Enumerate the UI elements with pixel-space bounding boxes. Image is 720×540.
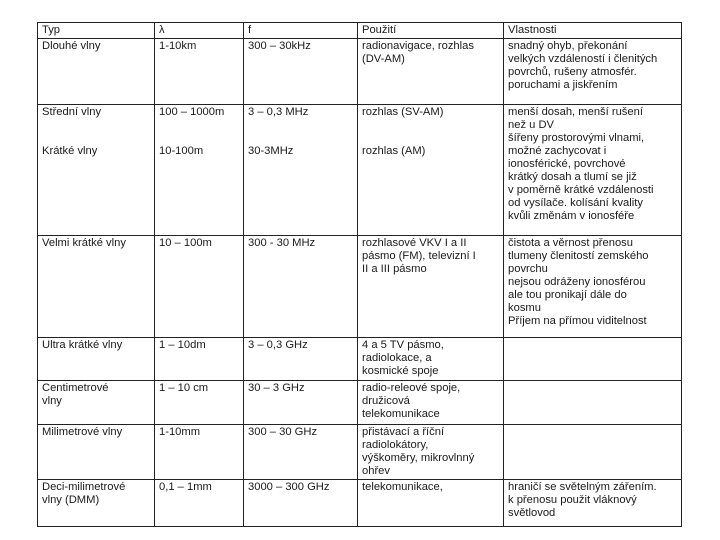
- header-frequency: f: [244, 23, 358, 39]
- cell-line: Dlouhé vlny: [42, 40, 101, 52]
- cell-line: výškoměry, mikrovlnný: [362, 452, 475, 464]
- cell-line: 100 – 1000m: [159, 106, 225, 118]
- usage-cell: [358, 338, 504, 381]
- type-cell: [38, 338, 155, 381]
- properties-cell: [504, 338, 682, 381]
- cell-line: 1-10km: [159, 40, 197, 52]
- header-lambda: λ: [155, 23, 244, 39]
- usage-cell: [358, 381, 504, 425]
- cell-line: kvůli změnám v ionosféře: [508, 210, 635, 222]
- cell-line: 4 a 5 TV pásmo,: [362, 339, 444, 351]
- cell-line: od vysílače. kolísání kvality: [508, 197, 643, 209]
- frequency-cell: [244, 39, 358, 105]
- cell-line: ionosférické, povrchové: [508, 158, 626, 170]
- usage-cell: [358, 39, 504, 105]
- wavelength-cell: [155, 480, 244, 527]
- cell-line: ohřev: [362, 465, 390, 477]
- properties-cell: [504, 236, 682, 338]
- wavelength-cell: [155, 338, 244, 381]
- cell-line: velkých vzdáleností i členitých: [508, 53, 658, 65]
- cell-line: menší dosah, menší rušení: [508, 106, 643, 118]
- wavelength-cell: [155, 425, 244, 480]
- cell-line: povrchů, rušeny atmosfér.: [508, 66, 637, 78]
- wavelength-cell: [155, 105, 244, 236]
- cell-line: povrchu: [508, 263, 548, 275]
- cell-line: 10 – 100m: [159, 237, 212, 249]
- cell-line: Střední vlny: [42, 106, 102, 118]
- type-cell: [38, 236, 155, 338]
- properties-cell: [504, 425, 682, 480]
- cell-line: Ultra krátké vlny: [42, 339, 123, 351]
- cell-line: nejsou odráženy ionosférou: [508, 276, 646, 288]
- properties-cell: [504, 39, 682, 105]
- cell-line: 1 – 10 cm: [159, 382, 209, 394]
- properties-cell: [504, 480, 682, 527]
- frequency-cell: [244, 105, 358, 236]
- table-row: [38, 236, 682, 338]
- frequency-cell: [244, 425, 358, 480]
- cell-line: 300 – 30 GHz: [248, 426, 318, 438]
- cell-line: Milimetrové vlny: [42, 426, 123, 438]
- cell-line: [362, 132, 500, 145]
- wavelength-cell: [155, 236, 244, 338]
- type-cell: [38, 480, 155, 527]
- cell-line: ale tou pronikají dále do: [508, 289, 627, 301]
- cell-line: 300 - 30 MHz: [248, 237, 316, 249]
- cell-line: [159, 132, 240, 145]
- cell-line: Centimetrové: [42, 382, 109, 394]
- cell-line: Krátké vlny: [42, 145, 98, 157]
- wave-types-table: [37, 22, 682, 527]
- cell-line: [248, 132, 354, 145]
- cell-line: poruchami a jiskřením: [508, 79, 618, 91]
- table-row: [38, 338, 682, 381]
- cell-line: rozhlas (SV-AM): [362, 106, 444, 118]
- cell-line: 10-100m: [159, 145, 204, 157]
- header-typ: Typ: [38, 23, 155, 39]
- frequency-cell: [244, 236, 358, 338]
- cell-line: možné zachycovat i: [508, 145, 607, 157]
- table-row: [38, 39, 682, 105]
- cell-line: II a III pásmo: [362, 263, 427, 275]
- cell-line: radiolokátory,: [362, 439, 429, 451]
- usage-cell: [358, 236, 504, 338]
- cell-line: radio-releové spoje,: [362, 382, 461, 394]
- cell-line: přistávací a říční: [362, 426, 445, 438]
- usage-cell: [358, 105, 504, 236]
- cell-line: 0,1 – 1mm: [159, 481, 212, 493]
- table-row: [38, 105, 682, 236]
- properties-cell: [504, 105, 682, 236]
- cell-line: v poměrně krátké vzdálenosti: [508, 184, 654, 196]
- table-row: [38, 381, 682, 425]
- cell-line: Velmi krátké vlny: [42, 237, 126, 249]
- cell-line: [248, 119, 354, 132]
- table-row: [38, 480, 682, 527]
- cell-line: telekomunikace: [362, 408, 440, 420]
- type-cell: [38, 425, 155, 480]
- cell-line: kosmické spoje: [362, 365, 439, 377]
- cell-line: světlovod: [508, 507, 556, 519]
- frequency-cell: [244, 338, 358, 381]
- wavelength-cell: [155, 39, 244, 105]
- cell-line: snadný ohyb, překonání: [508, 40, 628, 52]
- cell-line: 1 – 10dm: [159, 339, 206, 351]
- properties-cell: [504, 381, 682, 425]
- cell-line: Deci-milimetrové: [42, 481, 126, 493]
- cell-line: vlny: [42, 395, 62, 407]
- cell-line: šířeny prostorovými vlnami,: [508, 132, 645, 144]
- cell-line: rozhlasové VKV I a II: [362, 237, 467, 249]
- cell-line: hraničí se světelným zářením.: [508, 481, 657, 493]
- cell-line: družicová: [362, 395, 410, 407]
- cell-line: 3000 – 300 GHz: [248, 481, 330, 493]
- cell-line: radiolokace, a: [362, 352, 432, 364]
- cell-line: krátký dosah a tlumí se již: [508, 171, 637, 183]
- cell-line: (DV-AM): [362, 53, 405, 65]
- usage-cell: [358, 425, 504, 480]
- cell-line: 3 – 0,3 GHz: [248, 339, 308, 351]
- header-properties: Vlastnosti: [504, 23, 682, 39]
- cell-line: vlny (DMM): [42, 494, 100, 506]
- cell-line: 3 – 0,3 MHz: [248, 106, 309, 118]
- cell-line: tlumeny členitostí zemského: [508, 250, 649, 262]
- type-cell: [38, 381, 155, 425]
- type-cell: [38, 39, 155, 105]
- cell-line: čistota a věrnost přenosu: [508, 237, 633, 249]
- frequency-cell: [244, 480, 358, 527]
- cell-line: 1-10mm: [159, 426, 201, 438]
- table-row: [38, 425, 682, 480]
- wavelength-cell: [155, 381, 244, 425]
- cell-line: telekomunikace,: [362, 481, 443, 493]
- cell-line: [42, 132, 151, 145]
- cell-line: 30 – 3 GHz: [248, 382, 305, 394]
- cell-line: pásmo (FM), televizní I: [362, 250, 476, 262]
- cell-line: kosmu: [508, 302, 541, 314]
- cell-line: [42, 119, 151, 132]
- cell-line: [159, 119, 240, 132]
- cell-line: 30-3MHz: [248, 145, 294, 157]
- cell-line: k přenosu použit vláknový: [508, 494, 637, 506]
- header-usage: Použití: [358, 23, 504, 39]
- type-cell: [38, 105, 155, 236]
- cell-line: Příjem na přímou viditelnost: [508, 315, 647, 327]
- cell-line: 300 – 30kHz: [248, 40, 311, 52]
- frequency-cell: [244, 381, 358, 425]
- cell-line: než u DV: [508, 119, 555, 131]
- cell-line: radionavigace, rozhlas: [362, 40, 474, 52]
- cell-line: rozhlas (AM): [362, 145, 426, 157]
- header-row: [38, 23, 682, 39]
- usage-cell: [358, 480, 504, 527]
- cell-line: [362, 119, 500, 132]
